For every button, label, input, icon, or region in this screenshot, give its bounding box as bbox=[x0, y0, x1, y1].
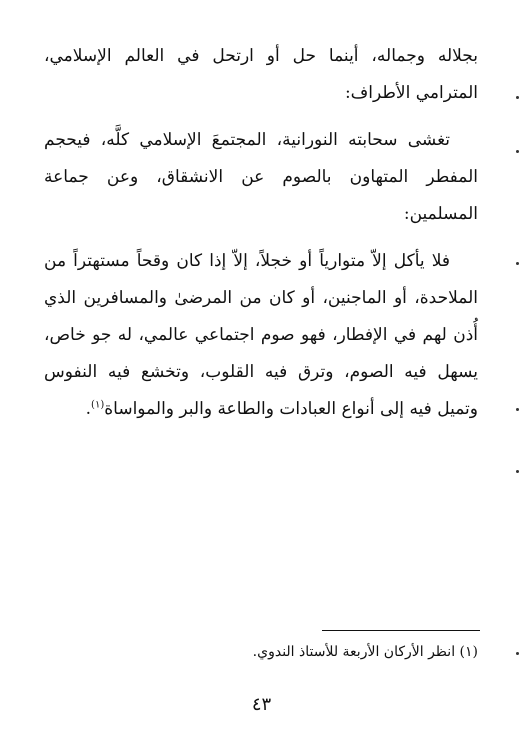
footnote-reference: (١) bbox=[91, 399, 105, 411]
page-number: ٤٣ bbox=[251, 694, 272, 715]
scan-speck bbox=[516, 408, 519, 411]
paragraph-3-text: فلا يأكل إلاّ متوارياً أو خجلاً، إلاّ إذا كان وقحاً مستهتراً من الملاحدة، أو الماجنين، أو كان من المرضىٰ والمسافرين الذي أُذن لهم في الإفطار، فهو صوم اجتماعي عالمي، له جو خاص، يسهل فيه الصوم، وترق فيه القلوب، وتخشع فيه النفوس وتميل فيه إلى أنواع العبادات والطاعة والبر والمواساة bbox=[44, 251, 478, 419]
paragraph-3-end: . bbox=[85, 399, 92, 419]
paragraph-1-text: بجلاله وجماله، أينما حل أو ارتحل في العالم الإسلامي، المترامي الأطراف: bbox=[44, 46, 478, 103]
scan-speck bbox=[516, 470, 519, 473]
paragraph-3 bbox=[44, 243, 478, 428]
paragraph-1 bbox=[44, 38, 478, 112]
footnote-text: (١) انظر الأركان الأربعة للأستاذ الندوي. bbox=[252, 644, 478, 660]
scan-speck bbox=[516, 150, 519, 153]
scan-speck bbox=[516, 262, 519, 265]
body-text bbox=[44, 38, 478, 428]
scan-speck bbox=[516, 652, 519, 655]
paragraph-2-text: تغشى سحابته النورانية، المجتمعَ الإسلامي كلَّه، فيحجم المفطر المتهاون بالصوم عن الانشقاق، وعن جماعة المسلمين: bbox=[44, 130, 478, 224]
paragraph-2 bbox=[44, 122, 478, 233]
footnote-divider bbox=[322, 630, 480, 631]
footnote bbox=[44, 640, 478, 664]
scan-speck bbox=[516, 96, 519, 99]
